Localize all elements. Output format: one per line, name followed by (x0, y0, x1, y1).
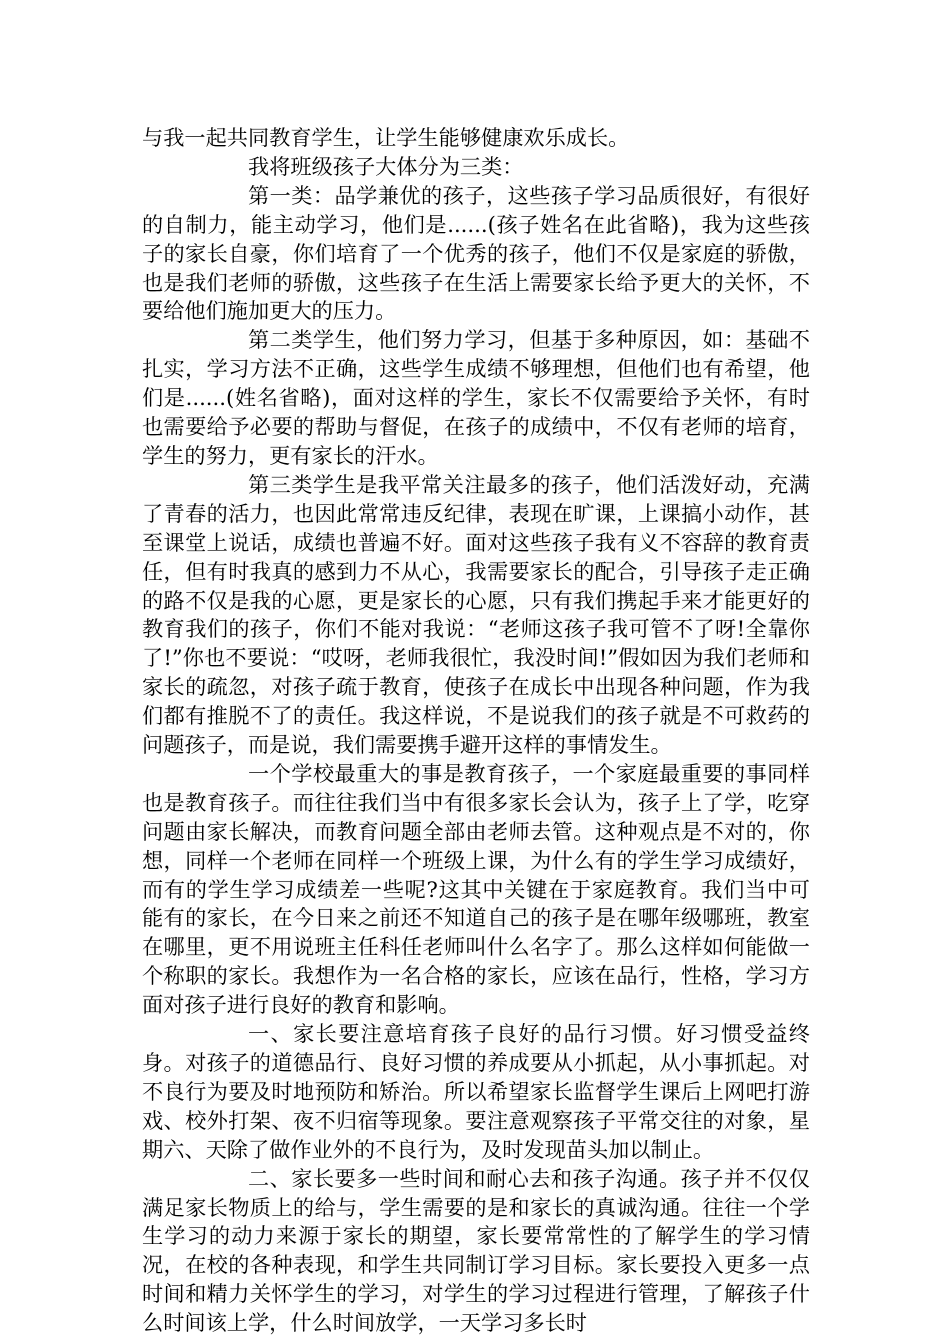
paragraph-7: 一、家长要注意培育孩子良好的品行习惯。好习惯受益终身。对孩子的道德品行、良好习惯的养成要从小抓起，从小事抓起。对不良行为要及时地预防和矫治。所以希望家长监督学生课后上网吧打游戏、校外打架、夜不归宿等现象。要注意观察孩子平常交往的对象，星期六、天除了做作业外的不良行为，及时发现苗头加以制止。 (142, 1021, 810, 1162)
paragraph-3: 第一类：品学兼优的孩子，这些孩子学习品质很好，有很好的自制力，能主动学习，他们是......(孩子姓名在此省略)，我为这些孩子的家长自豪，你们培育了一个优秀的孩子，他们不仅是家庭的骄傲，也是我们老师的骄傲，这些孩子在生活上需要家长给予更大的关怀，不要给他们施加更大的压力。 (142, 182, 810, 324)
paragraph-8: 二、家长要多一些时间和耐心去和孩子沟通。孩子并不仅仅满足家长物质上的给与，学生需要的是和家长的真诚沟通。往往一个学生学习的动力来源于家长的期望，家长要常常性的了解学生的学习情况，在校的各种表现，和学生共同制订学习目标。家长要投入更多一点时间和精力关怀学生的学习，对学生的学习过程进行管理，了解孩子什么时间该上学，什么时间放学，一天学习多长时 (142, 1165, 810, 1336)
paragraph-1: 与我一起共同教育学生，让学生能够健康欢乐成长。 (142, 125, 630, 150)
paragraph-6: 一个学校最重大的事是教育孩子，一个家庭最重要的事同样也是教育孩子。而往往我们当中有很多家长会认为，孩子上了学，吃穿问题由家长解决，而教育问题全部由老师去管。这种观点是不对的，你想，同样一个老师在同样一个班级上课，为什么有的学生学习成绩好，而有的学生学习成绩差一些呢?这其中关键在于家庭教育。我们当中可能有的家长，在今日来之前还不知道自己的孩子是在哪年级哪班，教室在哪里，更不用说班主任科任老师叫什么名字了。那么这样如何能做一个称职的家长。我想作为一名合格的家长，应该在品行，性格，学习方面对孩子进行良好的教育和影响。 (142, 760, 810, 1018)
paragraph-2: 我将班级孩子大体分为三类： (248, 153, 524, 179)
document-body (142, 124, 810, 1338)
paragraph-4: 第二类学生，他们努力学习，但基于多种原因，如：基础不扎实，学习方法不正确，这些学生成绩不够理想，但他们也有希望，他们是......(姓名省略)，面对这样的学生，家长不仅需要给予关怀，有时也需要给予必要的帮助与督促，在孩子的成绩中，不仅有老师的培育，学生的努力，更有家长的汗水。 (142, 327, 810, 468)
paragraph-5: 第三类学生是我平常关注最多的孩子，他们活泼好动，充满了青春的活力，也因此常常违反纪律，表现在旷课，上课搞小动作，甚至课堂上说话，成绩也普遍不好。面对这些孩子我有义不容辞的教育责任，但有时我真的感到力不从心，我需要家长的配合，引导孩子走正确的路不仅是我的心愿，更是家长的心愿，只有我们携起手来才能更好的教育我们的孩子，你们不能对我说：“老师这孩子我可管不了呀!全靠你了!”你也不要说：“哎呀，老师我很忙，我没时间!”假如因为我们老师和家长的疏忽，对孩子疏于教育，使孩子在成长中出现各种问题，作为我们都有推脱不了的责任。我这样说，不是说我们的孩子就是不可救药的问题孩子，而是说，我们需要携手避开这样的事情发生。 (142, 471, 810, 758)
